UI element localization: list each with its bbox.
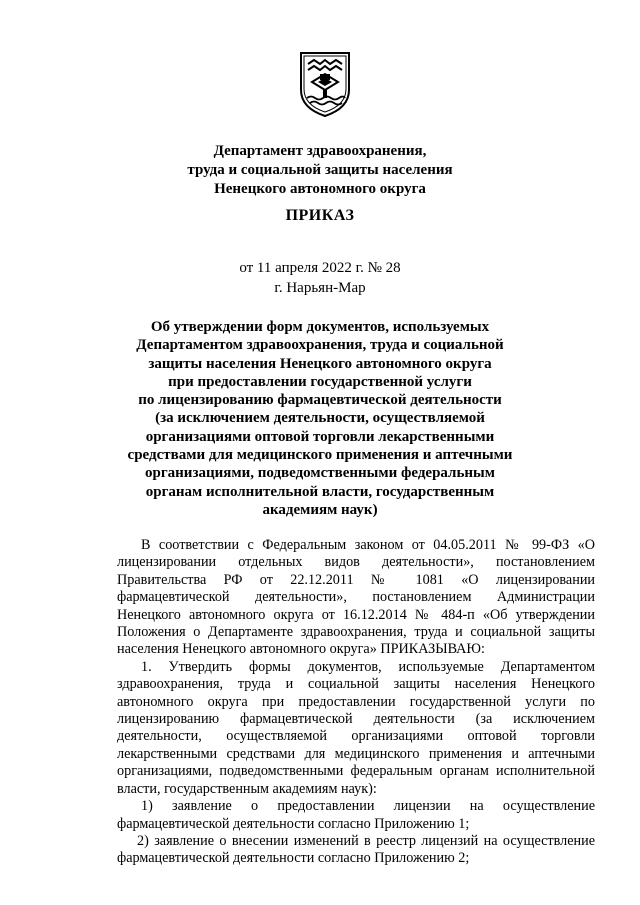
city: г. Нарьян-Мар: [274, 280, 366, 296]
subject-line: Департаментом здравоохранения, труда и социальной: [136, 337, 504, 354]
subject-line: защиты населения Ненецкого автономного округа: [148, 355, 492, 372]
item-1-paragraph: 1. Утвердить формы документов, используемые Департаментом здравоохранения, труда и социальной защиты населения Ненецкого автономного округа при предоставлении государственной услуги по лицензированию фармацевтической деятельности (за исключением деятельности, осуществляемой организациями оптовой торговли лекарственными средствами для медицинского применения и аптечными организациями, подведомственными федеральным органам исполнительной власти, государственным академиям наук):: [117, 658, 595, 797]
subject-line: организациями, подведомственными федеральным: [145, 465, 495, 482]
nenets-coat-of-arms-icon: [298, 50, 352, 118]
department-line: Департамент здравоохранения,: [213, 143, 427, 159]
subject-line: академиям наук): [262, 501, 378, 518]
subject-line: организациями оптовой торговли лекарственными: [145, 428, 495, 445]
subject-line: средствами для медицинского применения и аптечными: [127, 447, 513, 464]
order-body: [117, 537, 595, 868]
subject-line: (за исключением деятельности, осуществляемой: [155, 410, 485, 427]
department-name: [0, 142, 640, 199]
sub-item-2-paragraph: 2) заявление о внесении изменений в реестр лицензий на осуществление фармацевтической деятельности согласно Приложению 2;: [117, 832, 595, 867]
order-subject: [0, 318, 640, 519]
subject-line: при предоставлении государственной услуги: [168, 373, 472, 390]
preamble-paragraph: В соответствии с Федеральным законом от 04.05.2011 № 99-ФЗ «О лицензировании отдельных видов деятельности», постановлением Правительства РФ от 22.12.2011 № 1081 «О лицензировании фармацевтической деятельности», постановлением Администрации Ненецкого автономного округа от 16.12.2014 № 484-п «Об утверждении Положения о Департаменте здравоохранения, труда и социальной защиты населения Ненецкого автономного округа» ПРИКАЗЫВАЮ:: [117, 537, 595, 658]
subject-line: по лицензированию фармацевтической деятельности: [138, 392, 502, 409]
order-date-number: от 11 апреля 2022 г. № 28: [239, 260, 401, 276]
department-line: Ненецкого автономного округа: [214, 181, 426, 197]
subject-line: органам исполнительной власти, государственным: [145, 483, 495, 500]
date-and-number: [0, 258, 640, 298]
sub-item-1-paragraph: 1) заявление о предоставлении лицензии на осуществление фармацевтической деятельности согласно Приложению 1;: [117, 798, 595, 832]
department-line: труда и социальной защиты населения: [187, 162, 453, 178]
subject-line: Об утверждении форм документов, используемых: [150, 319, 490, 335]
document-type: ПРИКАЗ: [285, 207, 355, 224]
